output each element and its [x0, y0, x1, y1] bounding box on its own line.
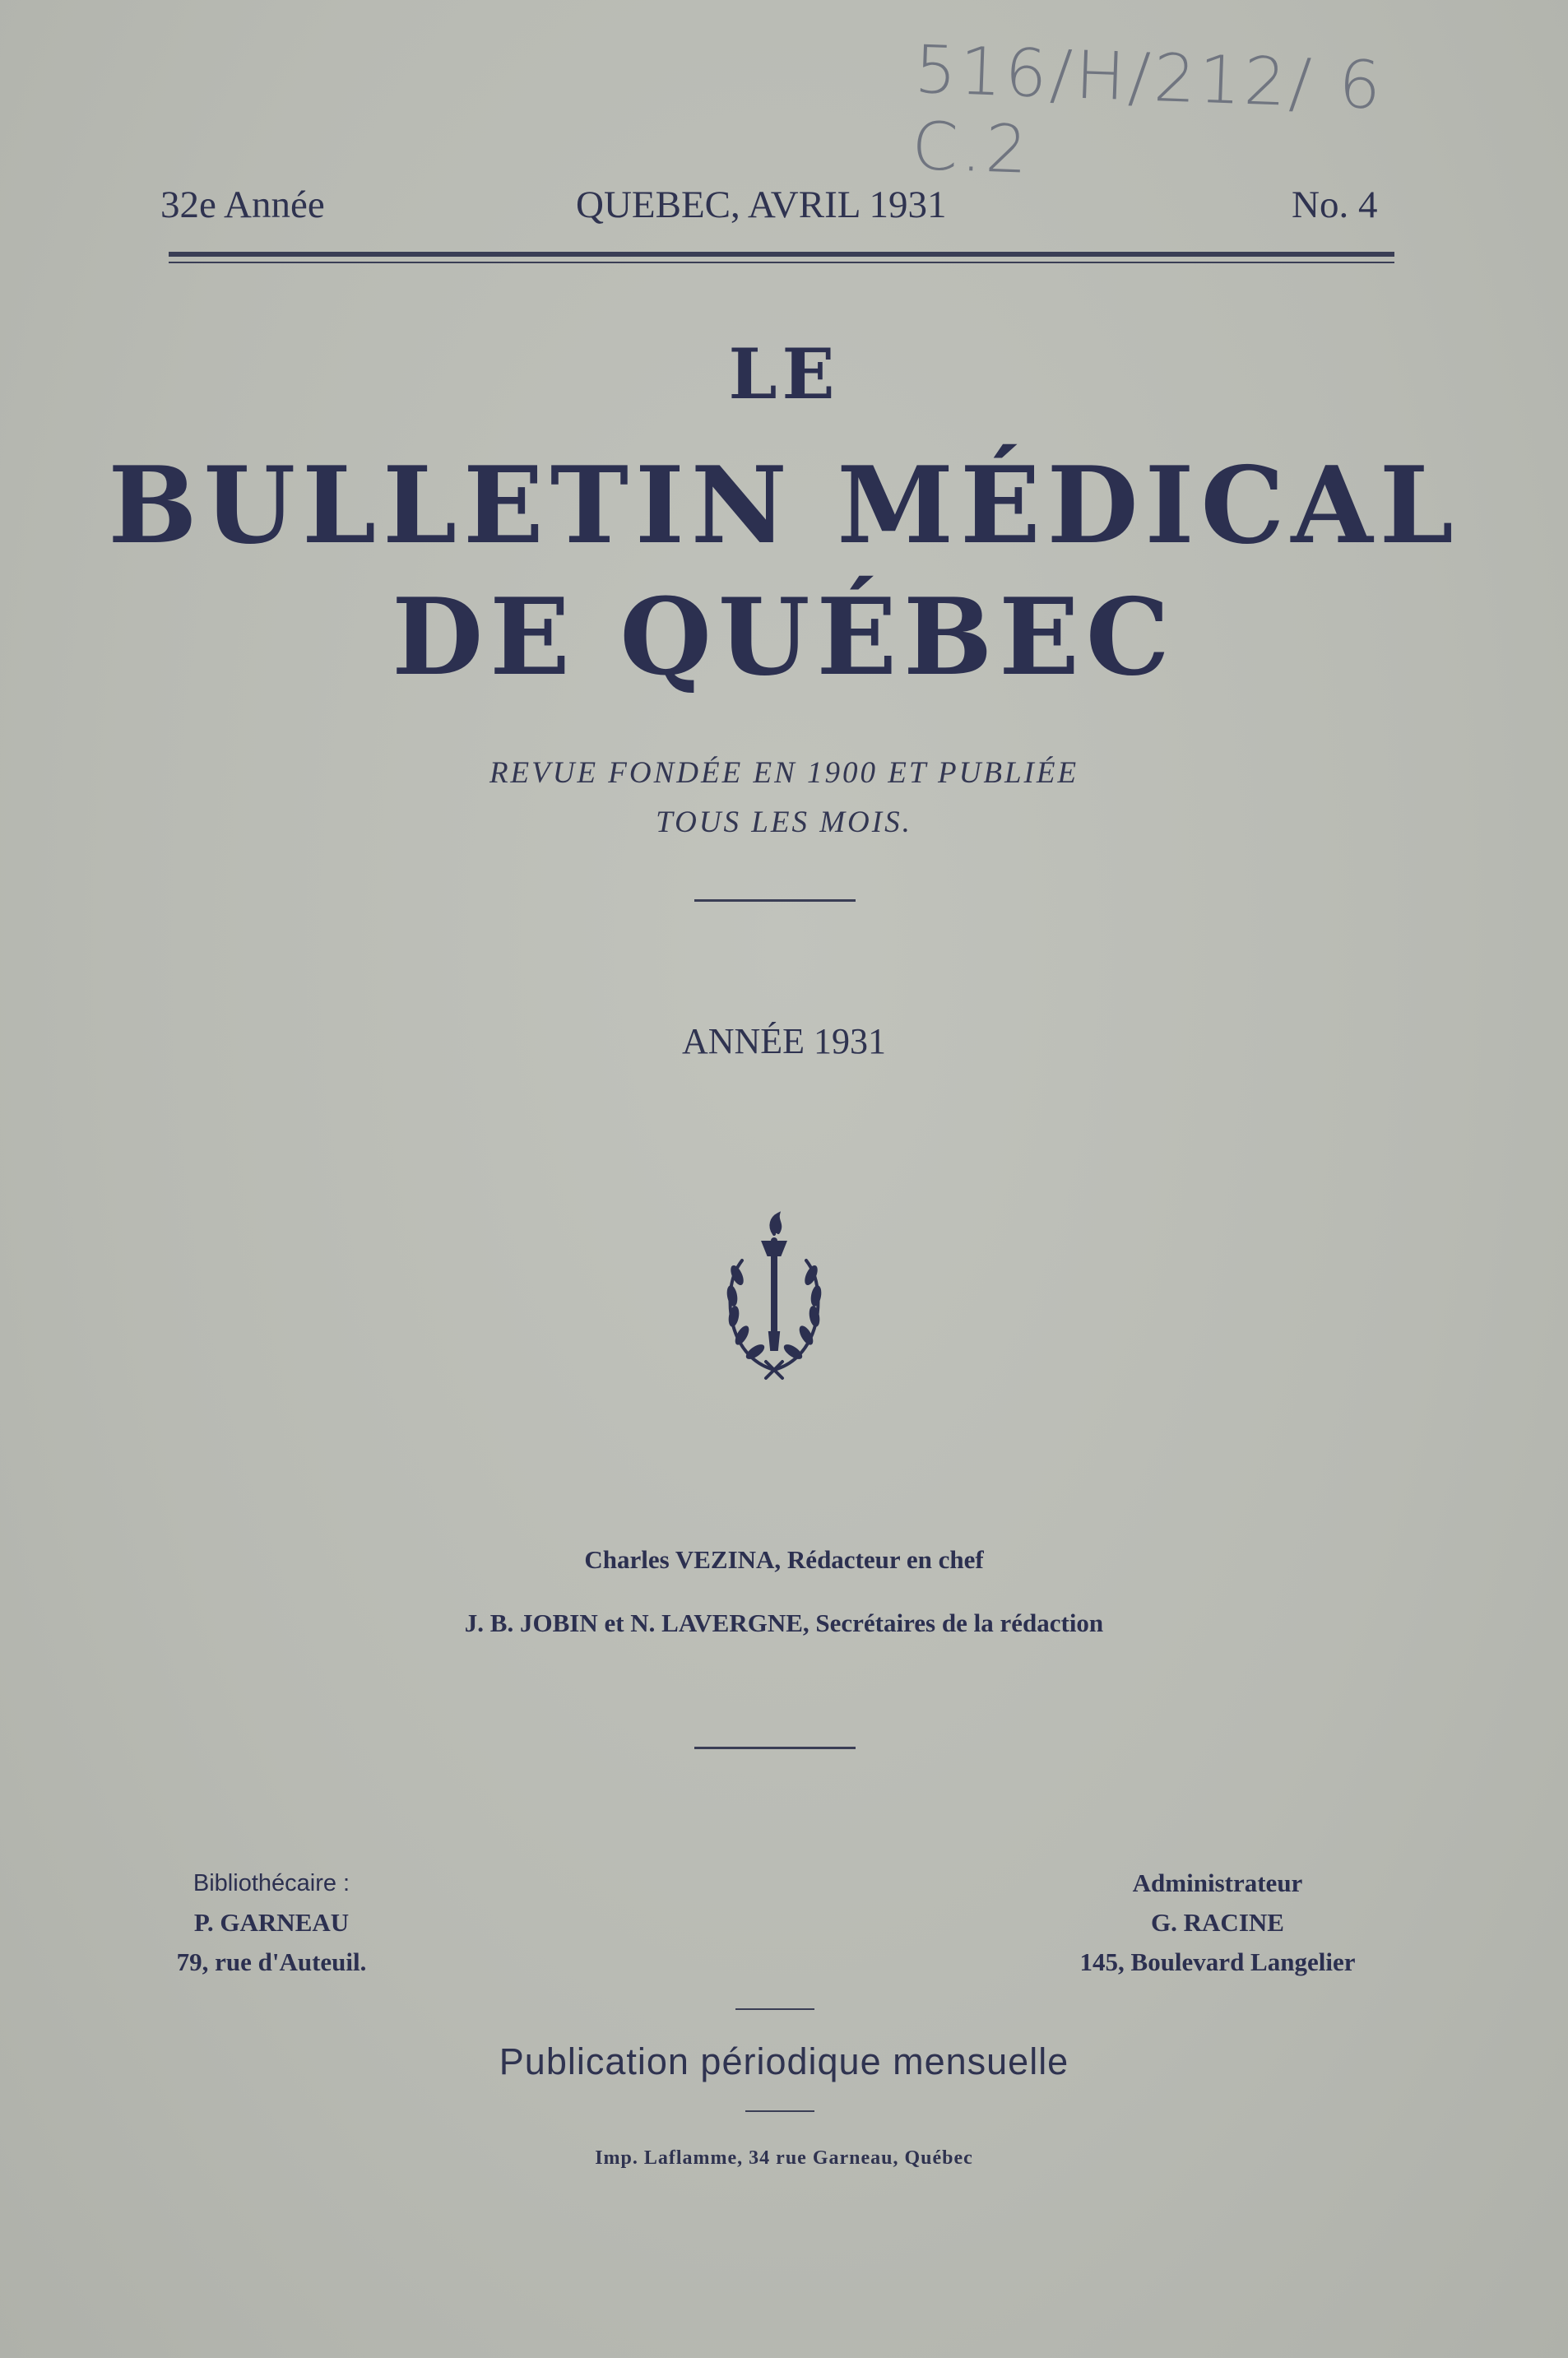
- handwritten-shelfmark: 516/H/212/ 6 C.2: [910, 30, 1385, 188]
- torch-laurel-emblem-icon: [712, 1209, 836, 1382]
- printer-imprint: Imp. Laflamme, 34 rue Garneau, Québec: [595, 2147, 973, 2169]
- header-rule-thin: [169, 262, 1394, 263]
- librarian-label: Bibliothécaire :: [193, 1870, 350, 1896]
- administrator-address: 145, Boulevard Langelier: [1079, 1947, 1356, 1976]
- administrator-block: [1020, 1864, 1415, 1982]
- editor-in-chief: Charles VEZINA, Rédacteur en chef: [584, 1545, 984, 1574]
- year-of-publication: 32e Année: [160, 183, 325, 226]
- administrator-name: G. RACINE: [1151, 1908, 1284, 1937]
- librarian-name: P. GARNEAU: [193, 1908, 350, 1937]
- editorial-secretaries: J. B. JOBIN et N. LAVERGNE, Secrétaires de la rédaction: [464, 1608, 1104, 1637]
- divider: [694, 1747, 856, 1749]
- issue-number: No. 4: [1292, 183, 1378, 226]
- place-and-date: QUEBEC, AVRIL 1931: [576, 183, 947, 226]
- title-article: LE: [728, 333, 840, 415]
- title-line-2: DE QUÉBEC: [392, 576, 1176, 699]
- librarian-address: 79, rue d'Auteuil.: [176, 1947, 367, 1976]
- divider: [694, 899, 856, 902]
- header-rule-thick: [169, 252, 1394, 257]
- divider: [745, 2110, 814, 2112]
- title-line-1: BULLETIN MÉDICAL: [108, 444, 1460, 568]
- administrator-label: Administrateur: [1132, 1868, 1303, 1897]
- publication-type: Publication périodique mensuelle: [499, 2040, 1069, 2082]
- librarian-block: [115, 1864, 428, 1982]
- divider: [735, 2008, 814, 2010]
- volume-year: ANNÉE 1931: [681, 1021, 887, 1061]
- tagline-line-1: REVUE FONDÉE EN 1900 ET PUBLIÉE: [489, 756, 1079, 790]
- tagline-line-2: TOUS LES MOIS.: [656, 805, 912, 839]
